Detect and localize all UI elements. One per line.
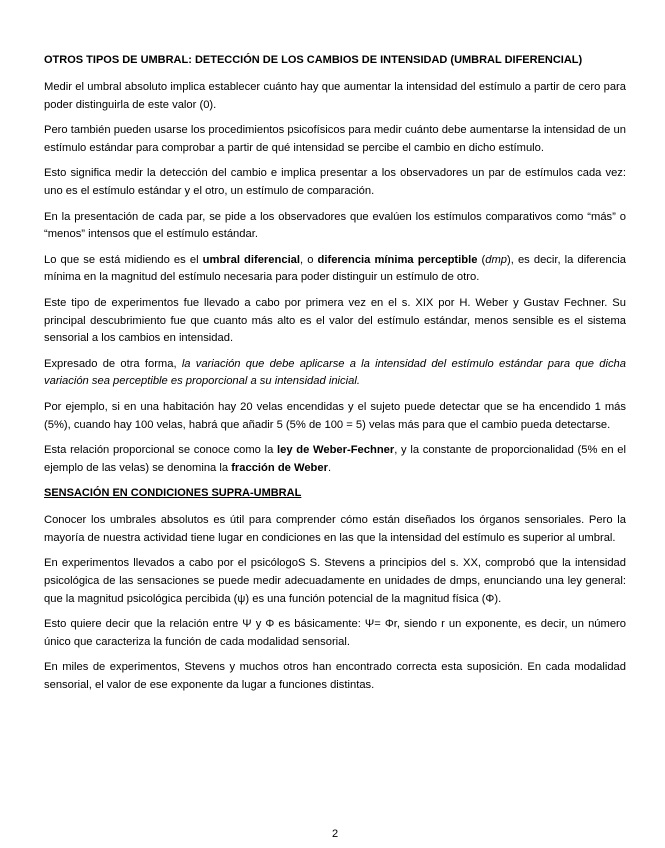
text-run: Esta relación proporcional se conoce como la [44,444,277,457]
text-run: . [327,461,332,474]
paragraph: Medir el umbral absoluto implica establecer cuánto hay que aumentar la intensidad del estímulo a partir de cero para poder distinguirla de este valor (0). [44,81,626,111]
abbr-dmp: dmp [485,253,508,266]
text-run: , y la constante de proporcionalidad (5% en el ejemplo de las velas) se denomina la [44,444,626,474]
term-ley-weber-fechner: ley de Weber-Fechner [277,444,395,457]
text-run: ), es decir, la diferencia mínima en la magnitud del estímulo necesaria para poder distinguir un estímulo de otro. [44,253,626,284]
paragraph: En la presentación de cada par, se pide a los observadores que evalúen los estímulos comparativos como “más” o “menos” intensos que el estímulo estándar. [44,210,626,241]
paragraph: Esto quiere decir que la relación entre Ψ y Φ es básicamente: Ψ= Φr, siendo r un exponente, es decir, un número único que caracteriza la función de cada modalidad sensorial. [44,618,626,648]
text-run: , o [300,253,318,266]
paragraph-umbral-diferencial [44,252,626,287]
text-run: ( [477,253,486,266]
paragraph: Por ejemplo, si en una habitación hay 20 velas encendidas y el sujeto puede detectar que se ha encendido 1 más (5%), cuando hay 100 velas, habrá que añadir 5 (5% de 100 = 5) velas más para que el cambio pueda detectarse. [44,400,626,431]
text-run: Lo que se está midiendo es el [44,253,203,266]
paragraph: En miles de experimentos, Stevens y muchos otros han encontrado correcta esta suposición. En cada modalidad sensorial, el valor de ese exponente da lugar a funciones distintas. [44,661,626,692]
term-dmp: diferencia mínima perceptible [317,253,478,266]
section-heading-umbral-diferencial: OTROS TIPOS DE UMBRAL: DETECCIÓN DE LOS CAMBIOS DE INTENSIDAD (UMBRAL DIFERENCIAL) [44,54,583,66]
page-number: 2 [331,828,339,840]
paragraph-italic-statement [44,356,626,391]
paragraph: En experimentos llevados a cabo por el psicólogoS S. Stevens a principios del s. XX, comprobó que la intensidad psicológica de las sensaciones se puede medir adecuadamente en unidades de dmps, enunciando una ley general: que la magnitud psicológica percibida (ψ) es una función potencial de la magnitud física (Φ). [44,557,626,605]
paragraph: Esto significa medir la detección del cambio e implica presentar a los observadores un par de estímulos cada vez: uno es el estímulo estándar y el otro, un estímulo de comparación. [44,167,626,197]
paragraph: Pero también pueden usarse los procedimientos psicofísicos para medir cuánto debe aumentarse la intensidad de un estímulo estándar para comprobar a partir de qué intensidad se percibe el cambio en dicho estímulo. [44,124,626,154]
document-page [44,52,626,840]
text-run: Expresado de otra forma, [44,357,182,370]
paragraph: Conocer los umbrales absolutos es útil para comprender cómo están diseñados los órganos sensoriales. Pero la mayoría de nuestra actividad tiene lugar en condiciones en las que la intensidad del estímulo es superior al umbral. [44,514,626,544]
italic-statement: la variación que debe aplicarse a la intensidad del estímulo estándar para que dicha variación sea perceptible es proporcional a su intensidad inicial. [44,357,626,388]
term-fraccion-weber: fracción de Weber [231,461,328,474]
section-heading-supra-umbral: SENSACIÓN EN CONDICIONES SUPRA-UMBRAL [44,487,302,500]
term-umbral-diferencial: umbral diferencial [202,253,301,266]
paragraph: Este tipo de experimentos fue llevado a cabo por primera vez en el s. XIX por H. Weber y Gustav Fechner. Su principal descubrimiento fue que cuanto más alto es el valor del estímulo estándar, menos sensible es el sistema sensorial a los cambios en intensidad. [44,296,626,345]
paragraph-weber-fechner [44,442,626,477]
